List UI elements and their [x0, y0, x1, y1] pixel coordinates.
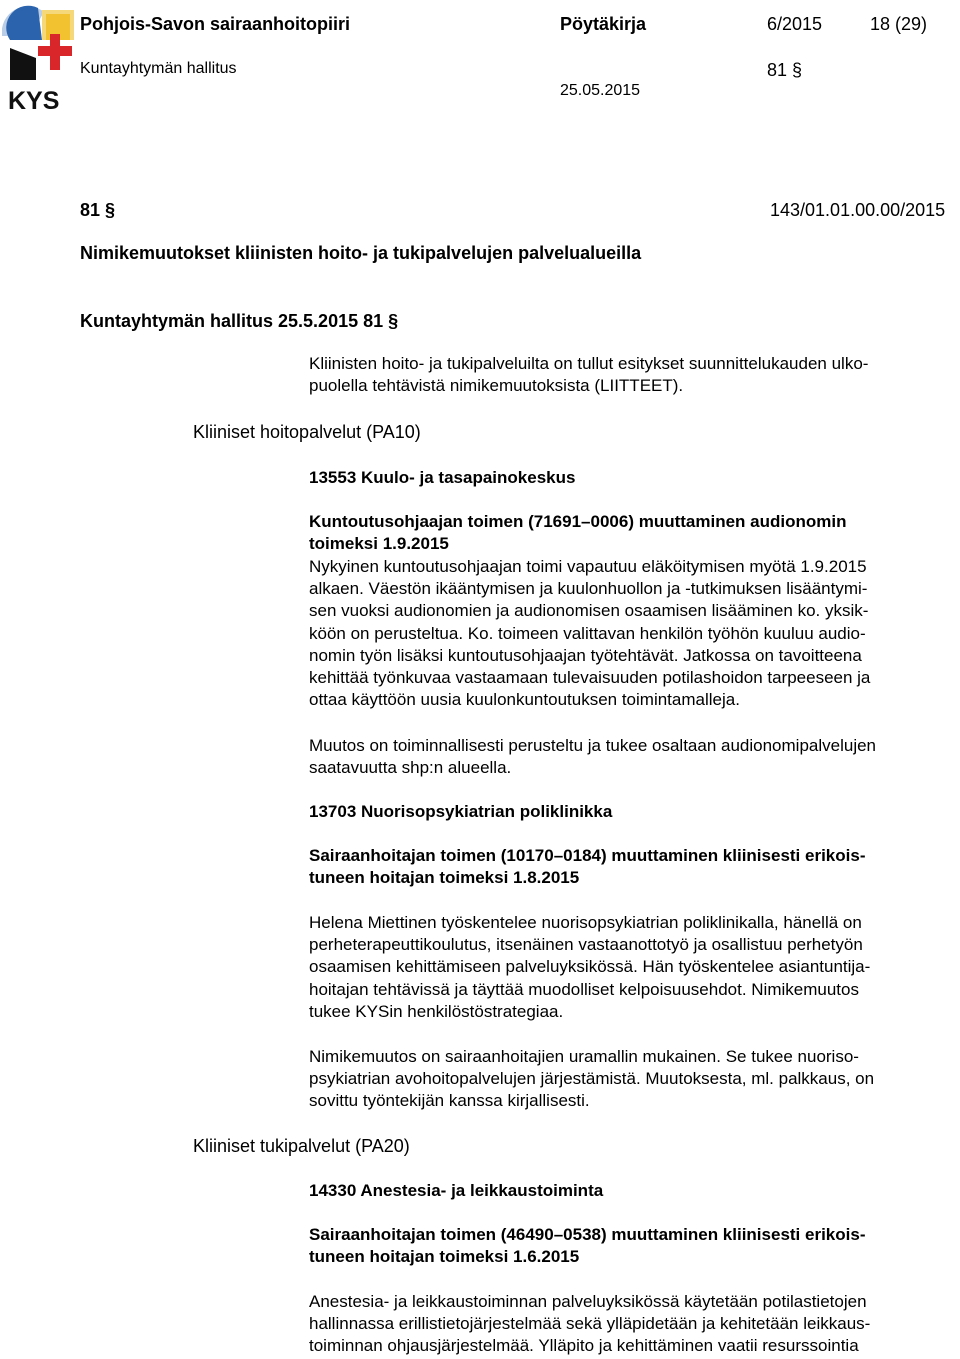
- text-line: psykiatrian avohoitopalvelujen järjestämistä. Muutoksesta, ml. palkkaus, on: [309, 1069, 875, 1089]
- text-line: puolella tehtävistä nimikemuutoksista (LIITTEET).: [309, 376, 684, 396]
- text-line: tuneen hoitajan toimeksi 1.8.2015: [309, 868, 580, 888]
- text-line: Nykyinen kuntoutusohjaajan toimi vapautuu eläköitymisen myötä 1.9.2015: [309, 557, 867, 576]
- unit2-paragraph-1: [309, 912, 870, 1023]
- text-line: Helena Miettinen työskentelee nuorisopsykiatrian poliklinikalla, hänellä on: [309, 913, 862, 932]
- kys-logo: [2, 0, 74, 112]
- logo-blue-shape: [6, 6, 42, 40]
- unit-heading: 13553 Kuulo- ja tasapainokeskus: [309, 468, 576, 487]
- item-section: 81 §: [80, 200, 116, 220]
- text-line: ottaa käyttöön uusia kuulonkuntoutuksen toimintamalleja.: [309, 690, 740, 710]
- header-body: Kuntayhtymän hallitus: [80, 60, 237, 77]
- text-line: Nimikemuutos on sairaanhoitajien uramallin mukainen. Se tukee nuoriso-: [309, 1047, 859, 1066]
- diary-number: 143/01.01.00.00/2015: [770, 200, 946, 220]
- logo-black-shape: [10, 48, 36, 80]
- text-line: hallinnassa erillistietojärjestelmää sekä ylläpidetään ja kehitetään leikkaus-: [309, 1314, 871, 1334]
- text-line: toimeksi 1.9.2015: [309, 534, 449, 554]
- meeting-reference: Kuntayhtymän hallitus 25.5.2015 81 §: [80, 311, 399, 331]
- text-line: Kliinisten hoito- ja tukipalveluilta on tullut esitykset suunnittelukauden ulko-: [309, 354, 869, 373]
- text-line: Kuntoutusohjaajan toimen (71691–0006) muuttaminen audionomin: [309, 512, 847, 531]
- change-heading: [309, 511, 846, 555]
- logo-red-cross-horizontal: [38, 46, 72, 56]
- text-line: Sairaanhoitajan toimen (10170–0184) muuttaminen kliinisesti erikois-: [309, 846, 866, 865]
- unit-heading: 13703 Nuorisopsykiatrian poliklinikka: [309, 802, 613, 821]
- unit1-paragraph-1: [309, 556, 870, 711]
- text-line: alkaen. Väestön ikääntymisen ja kuulonhuollon ja -tutkimuksen lisääntymi-: [309, 579, 868, 599]
- header-date: 25.05.2015: [560, 82, 641, 99]
- unit-heading: 14330 Anestesia- ja leikkaustoiminta: [309, 1181, 604, 1200]
- text-line: nomin työn lisäksi kuntoutusohjaajan työtehtävät. Jatkossa on tavoitteena: [309, 645, 862, 665]
- text-line: tukee KYSin henkilöstöstrategiaa.: [309, 1001, 564, 1021]
- unit2-paragraph-2: [309, 1046, 874, 1113]
- text-line: osaamisen kehittämiseen palveluyksikössä. Hän työskentelee asiantuntija-: [309, 957, 871, 977]
- kys-logo-mark: [2, 0, 74, 112]
- text-line: sovittu työntekijän kanssa kirjallisesti.: [309, 1091, 590, 1111]
- unit1-paragraph-2: [309, 735, 876, 779]
- header-section: 81 §: [767, 60, 803, 80]
- unit3-paragraph-1: [309, 1291, 870, 1358]
- change-heading: [309, 1224, 865, 1268]
- header-org: Pohjois-Savon sairaanhoitopiiri: [80, 14, 351, 34]
- change-heading: [309, 845, 865, 889]
- text-line: perheterapeuttikoulutus, itsenäinen vastaanottotyö ja osallistuu perhetyön: [309, 935, 863, 955]
- text-line: toiminnan ohjausjärjestelmää. Ylläpito ja kehittäminen vaatii resurssointia: [309, 1336, 859, 1356]
- header-page: 18 (29): [870, 14, 928, 34]
- header-doc-type: Pöytäkirja: [560, 14, 647, 34]
- text-line: köön on perusteltua. Ko. toimeen valittavan henkilön työhön kuuluu audio-: [309, 623, 866, 643]
- logo-text: KYS: [8, 87, 60, 112]
- text-line: saatavuutta shp:n alueella.: [309, 758, 512, 778]
- header-number: 6/2015: [767, 14, 823, 34]
- text-line: hoitajan tehtävissä ja täyttää muodolliset kelpoisuusehdot. Nimikemuutos: [309, 979, 859, 999]
- text-line: Muutos on toiminnallisesti perusteltu ja tukee osaltaan audionomipalvelujen: [309, 736, 877, 755]
- intro-paragraph: [309, 353, 868, 397]
- text-line: Sairaanhoitajan toimen (46490–0538) muuttaminen kliinisesti erikois-: [309, 1225, 866, 1244]
- text-line: Anestesia- ja leikkaustoiminnan palveluyksikössä käytetään potilastietojen: [309, 1292, 867, 1311]
- side-label-pa10: Kliiniset hoitopalvelut (PA10): [193, 422, 421, 442]
- side-label-pa20: Kliiniset tukipalvelut (PA20): [193, 1136, 410, 1156]
- text-line: kehittää työnkuvaa vastaamaan tulevaisuuden potilashoidon tarpeeseen ja: [309, 667, 871, 687]
- text-line: tuneen hoitajan toimeksi 1.6.2015: [309, 1247, 580, 1267]
- text-line: sen vuoksi audionomien ja audionomisen osaamisen lisääminen ko. yksik-: [309, 601, 869, 621]
- item-title: Nimikemuutokset kliinisten hoito- ja tukipalvelujen palvelualueilla: [80, 243, 642, 263]
